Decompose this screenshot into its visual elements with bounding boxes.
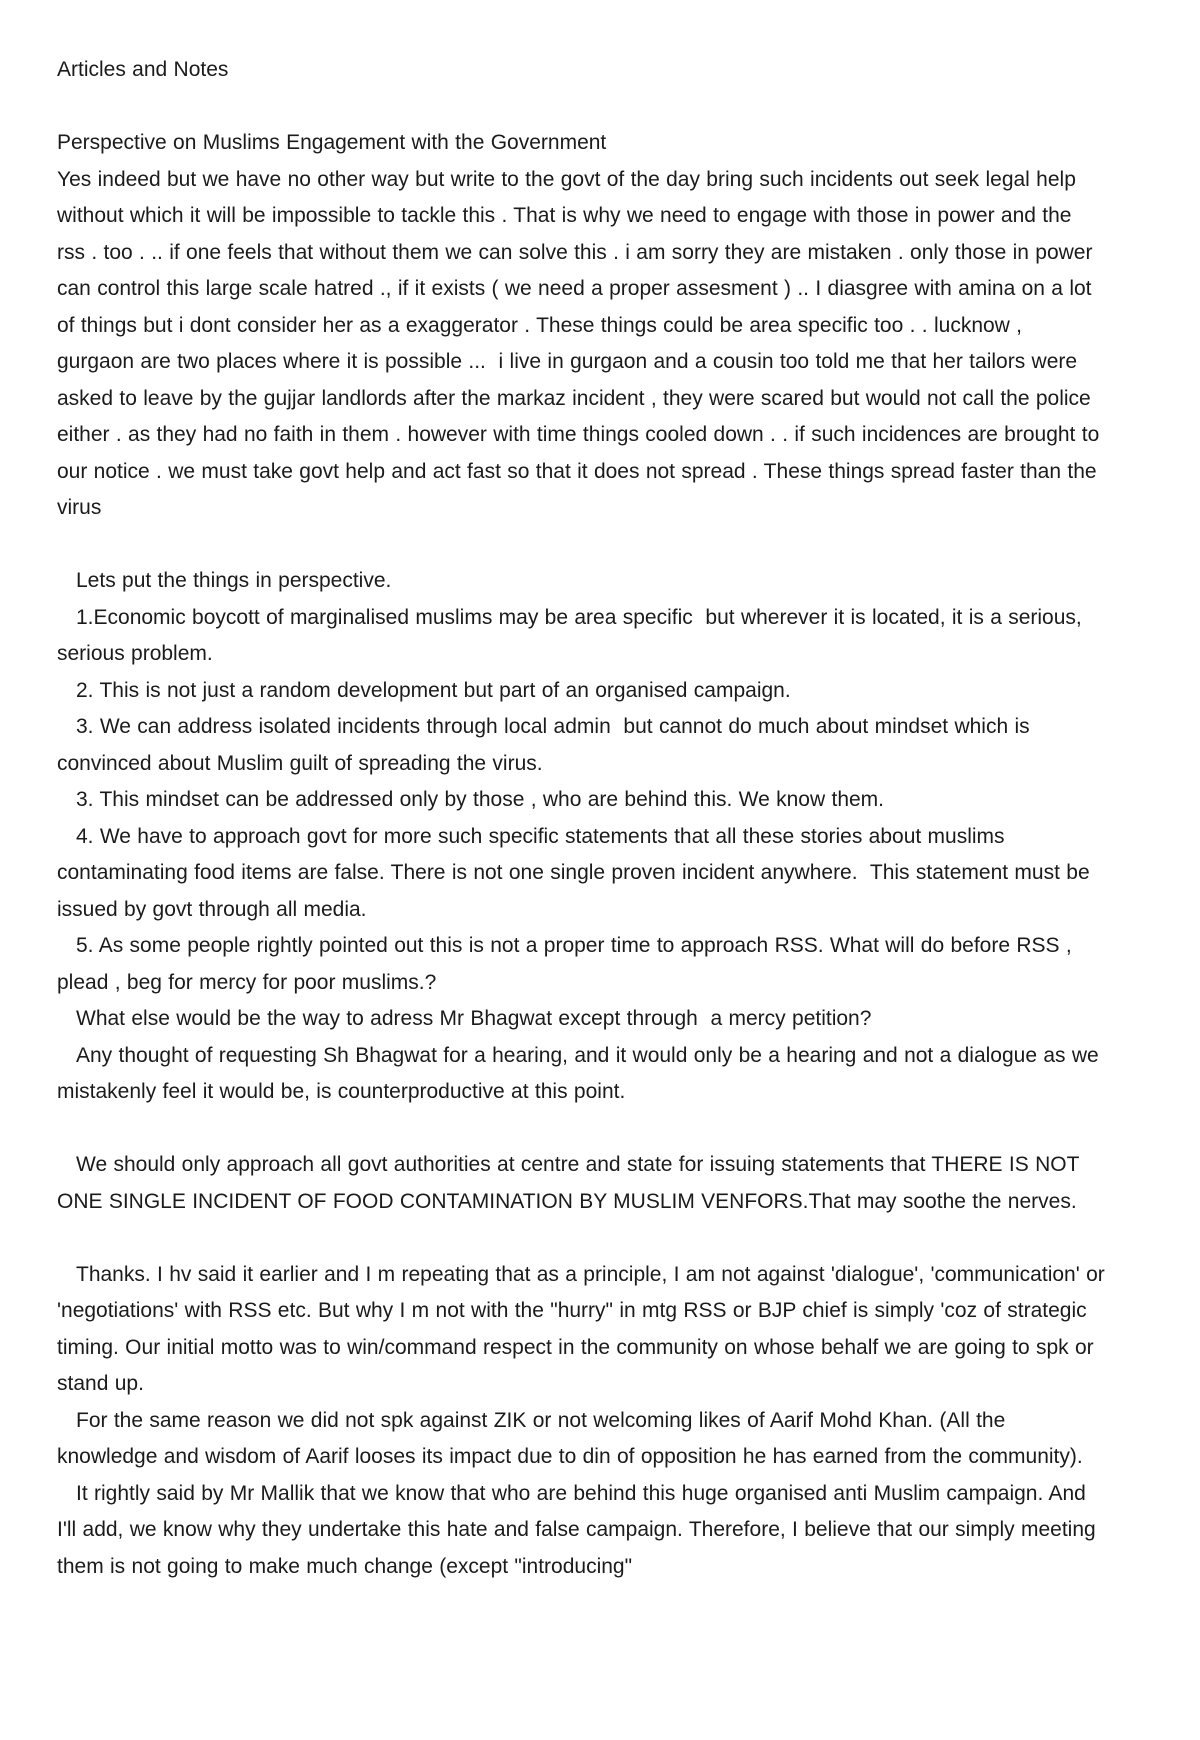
paragraph-intro: Yes indeed but we have no other way but write to the govt of the day bring such incidents out seek legal help without which it will be impossible to tackle this . That is why we need to engage with those in power and the rss . too . .. if one feels that without them we can solve this . i am sorry they are mistaken . only those in power can control this large scale hatred ., if it exists ( we need a proper assesment ) .. I diasgree with amina on a lot of things but i dont consider her as a exaggerator . These things could be area specific too . . lucknow , gurgaon are two places where it is possible ... i live in gurgaon and a cousin too told me that her tailors were asked to leave by the gujjar landlords after the markaz incident , they were scared but would not call the police either . as they had no faith in them . however with time things cooled down . . if such incidences are brought to our notice . we must take govt help and act fast so that it does not spread . These things spread faster than the virus bbox=[57, 167, 1106, 519]
document-title: Articles and Notes bbox=[57, 58, 229, 81]
paragraph-point-3a: 3. We can address isolated incidents through local admin but cannot do much about mindset which is convinced about Muslim guilt of spreading the virus. bbox=[57, 715, 1036, 775]
paragraph-thanks: Thanks. I hv said it earlier and I m repeating that as a principle, I am not against 'dialogue', 'communication' or 'negotiations' with RSS etc. But why I m not with the "hurry" in mtg RSS or BJP chief is simply 'coz of strategic timing. Our initial motto was to win/command respect in the community on whose behalf we are going to spk or stand up. bbox=[57, 1262, 1112, 1395]
section-heading: Perspective on Muslims Engagement with the Government bbox=[57, 131, 607, 154]
paragraph-point-3b: 3. This mindset can be addressed only by those , who are behind this. We know them. bbox=[76, 788, 884, 811]
paragraph-point-5: 5. As some people rightly pointed out this is not a proper time to approach RSS. What will do before RSS , plead , beg for mercy for poor muslims.? bbox=[57, 934, 1085, 994]
paragraph-mercy-petition: What else would be the way to adress Mr Bhagwat except through a mercy petition? bbox=[76, 1007, 872, 1030]
paragraph-point-4: 4. We have to approach govt for more such specific statements that all these stories about muslims contaminating food items are false. There is not one single proven incident anywhere. This statement must be issued by govt through all media. bbox=[57, 824, 1096, 921]
paragraph-approach-govt: We should only approach all govt authorities at centre and state for issuing statements that THERE IS NOT ONE SINGLE INCIDENT OF FOOD CONTAMINATION BY MUSLIM VENFORS.That may soothe the nerves. bbox=[57, 1153, 1086, 1213]
paragraph-point-1: 1.Economic boycott of marginalised muslims may be area specific but wherever it is located, it is a serious, serious problem. bbox=[57, 605, 1089, 665]
paragraph-perspective-lead: Lets put the things in perspective. bbox=[76, 569, 392, 592]
paragraph-point-2: 2. This is not just a random development but part of an organised campaign. bbox=[76, 678, 791, 702]
paragraph-same-reason: For the same reason we did not spk against ZIK or not welcoming likes of Aarif Mohd Khan. (All the knowledge and wisdom of Aarif looses its impact due to din of opposition he has earned from the community). bbox=[57, 1408, 1083, 1468]
paragraph-mr-mallik: It rightly said by Mr Mallik that we know that who are behind this huge organised anti Muslim campaign. And I'll add, we know why they undertake this hate and false campaign. Therefore, I believe that our simply meeting them is not going to make much change (except "introducing" bbox=[57, 1481, 1103, 1578]
paragraph-hearing: Any thought of requesting Sh Bhagwat for a hearing, and it would only be a hearing and not a dialogue as we mistakenly feel it would be, is counterproductive at this point. bbox=[57, 1043, 1106, 1103]
